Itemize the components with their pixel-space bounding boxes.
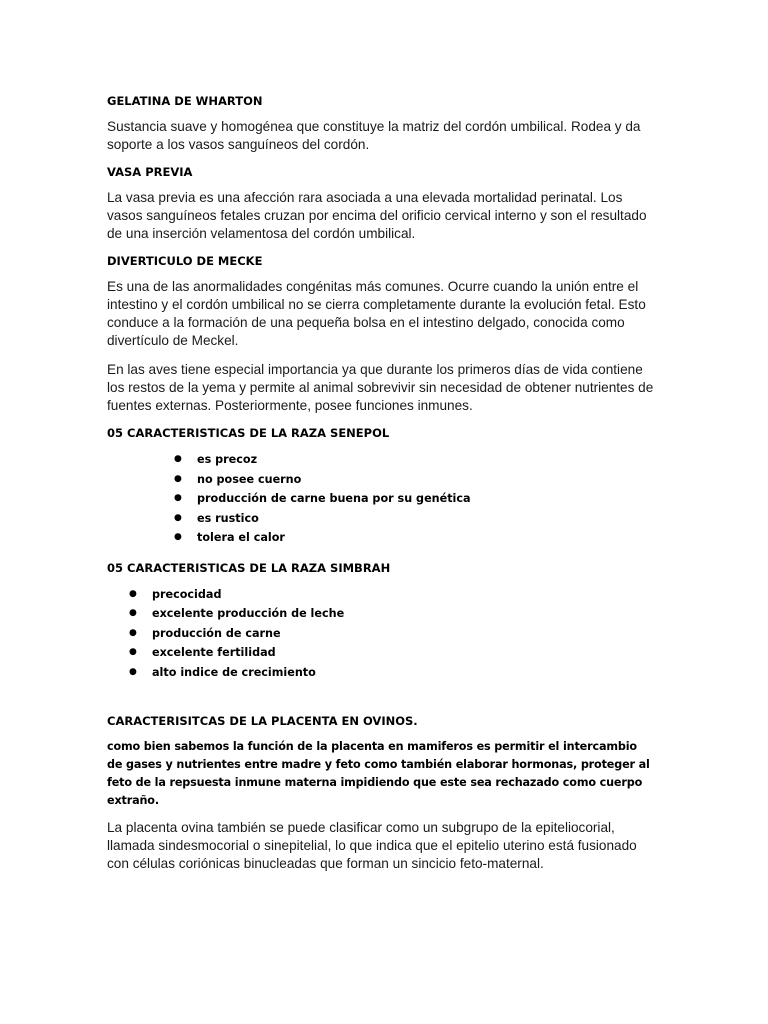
list-item <box>107 604 655 624</box>
list-item <box>107 643 655 663</box>
heading-simbrah: 05 CARACTERISTICAS DE LA RAZA SIMBRAH <box>107 560 391 575</box>
bullet-icon: ● <box>129 647 137 657</box>
heading-placenta: CARACTERISITCAS DE LA PLACENTA EN OVINOS. <box>107 714 418 728</box>
list-item-text: alto indice de crecimiento <box>152 665 316 679</box>
paragraph-vasa-previa: La vasa previa es una afección rara asociada a una elevada mortalidad perinatal. Los vasos sanguíneos fetales cruzan por encima del orificio cervical interno y son el resultado de una inserción velamentosa del cordón umbilical. <box>107 190 647 241</box>
list-item <box>107 528 655 548</box>
list-item-text: es precoz <box>197 453 258 466</box>
blank-line <box>107 695 655 714</box>
heading-senepol: 05 CARACTERISTICAS DE LA RAZA SENEPOL <box>107 426 390 440</box>
list-item-text: es rustico <box>197 511 259 525</box>
bullet-icon: ● <box>129 627 137 638</box>
list-item <box>107 489 655 509</box>
list-item <box>107 585 655 605</box>
list-item <box>107 450 655 470</box>
list-item <box>107 624 655 644</box>
list-item-text: producción de carne <box>152 626 281 640</box>
bullet-icon: ● <box>129 588 137 599</box>
list-item-text: producción de carne buena por su genética <box>197 492 471 505</box>
list-item <box>107 470 655 490</box>
paragraph-diverticulo-2: En las aves tiene especial importancia ya que durante los primeros días de vida contiene los restos de la yema y permite al animal sobrevivir sin necesidad de obtener nutrientes de fuentes externas. Posteriormente, posee funciones inmunes. <box>107 362 654 413</box>
bullet-icon: ● <box>174 512 182 523</box>
bullet-icon: ● <box>174 532 182 542</box>
bullet-icon: ● <box>129 666 137 677</box>
paragraph-placenta-2: La placenta ovina también se puede clasificar como un subgrupo de la epiteliocorial, llamada sindesmocorial o sinepitelial, lo que indica que el epitelio uterino está fusionado con células coriónicas binucleadas que forman un sincicio feto-maternal. <box>107 820 637 871</box>
list-item <box>107 663 655 683</box>
heading-vasa-previa: VASA PREVIA <box>107 165 193 179</box>
bullet-icon: ● <box>174 454 182 464</box>
bullet-icon: ● <box>174 473 182 484</box>
list-item-text: excelente producción de leche <box>152 607 345 620</box>
list-item <box>107 509 655 529</box>
paragraph-diverticulo-1: Es una de las anormalidades congénitas más comunes. Ocurre cuando la unión entre el intestino y el cordón umbilical no se cierra completamente durante la evolución fetal. Esto conduce a la formación de una pequeña bolsa en el intestino delgado, conocida como divertículo de Meckel. <box>107 279 646 348</box>
paragraph-wharton: Sustancia suave y homogénea que constituye la matriz del cordón umbilical. Rodea y da soporte a los vasos sanguíneos del cordón. <box>107 119 641 152</box>
list-item-text: excelente fertilidad <box>152 646 276 659</box>
document-body <box>107 94 655 884</box>
list-item-text: no posee cuerno <box>197 472 302 486</box>
heading-diverticulo: DIVERTICULO DE MECKE <box>107 254 263 268</box>
list-item-text: tolera el calor <box>197 531 285 544</box>
list-simbrah <box>107 585 655 683</box>
paragraph-placenta-1: como bien sabemos la función de la placenta en mamiferos es permitir el intercambio de gases y nutrientes entre madre y feto como también elaborar hormonas, proteger al feto de la repsuesta inmune materna impidiendo que este sea rechazado como cuerpo extraño. <box>107 740 650 807</box>
list-item-text: precocidad <box>152 587 222 601</box>
list-senepol <box>107 450 655 548</box>
bullet-icon: ● <box>174 493 182 503</box>
heading-wharton: GELATINA DE WHARTON <box>107 94 263 108</box>
bullet-icon: ● <box>129 608 137 618</box>
